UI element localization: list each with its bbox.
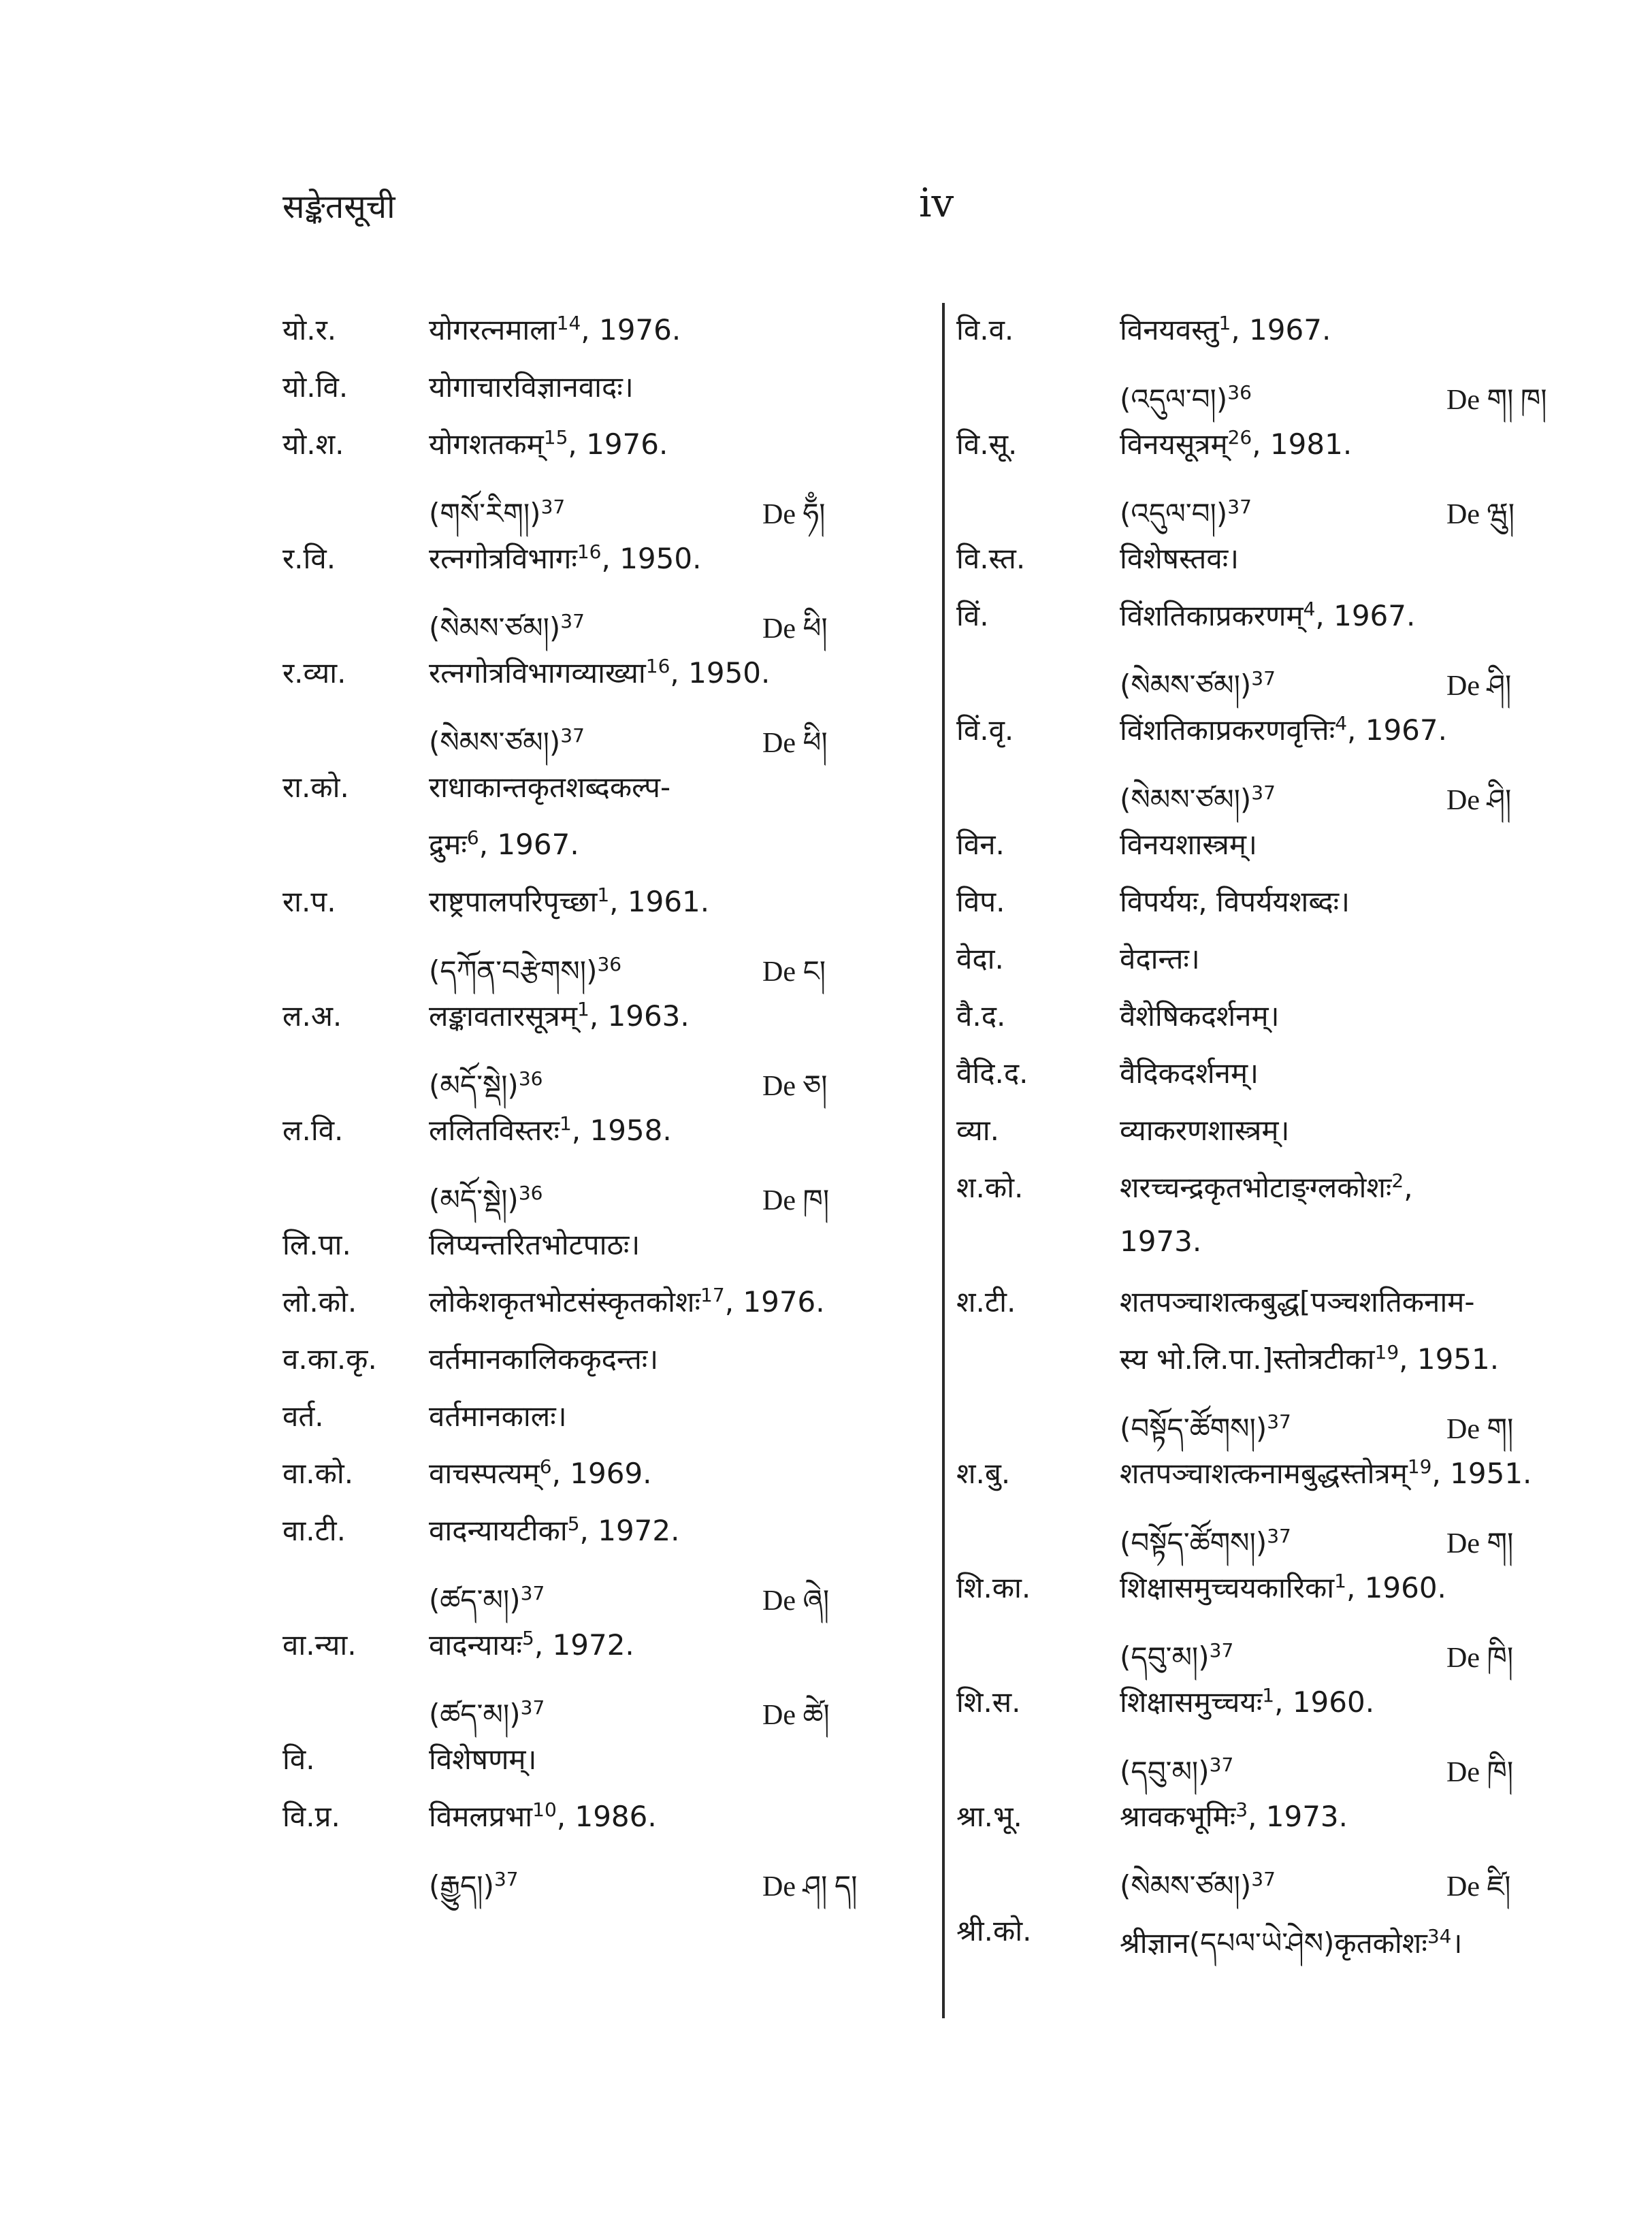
footnote-ref: 19 [1374,1341,1399,1363]
expansion [1120,939,1200,977]
footnote-ref: 37 [540,496,566,518]
footnote-ref: 4 [1303,598,1316,620]
edition-year: , 1967. [1231,313,1331,346]
tibetan-text: (སེམས་ཙམ།) [1120,668,1252,702]
tibetan-text: (འདུལ་བ།) [1120,383,1228,416]
abbreviation-entry [956,1110,1603,1167]
expansion-continued [1120,1339,1499,1378]
footnote-ref: 5 [522,1627,534,1649]
expansion [1120,596,1415,634]
footnote-ref: 3 [1235,1798,1248,1821]
abbreviation: विन. [956,828,1005,861]
abbreviation: वर्त. [282,1400,324,1433]
column-divider [942,303,945,2018]
tibetan-source-row [282,1167,895,1225]
abbreviation: लो.को. [282,1285,357,1319]
derge-reference: De ཤ། ད། [762,1871,858,1903]
term-text: विंशतिकाप्रकरणवृत्तिः [1120,713,1335,747]
abbreviation-entry [282,1739,895,1796]
edition-year: , 1960. [1346,1571,1446,1604]
footnote-ref: 37 [1267,1525,1291,1547]
footnote-ref: 1 [577,998,589,1020]
edition-year: , 1967. [1315,599,1416,632]
abbreviation-entry [956,1568,1603,1625]
edition-year: , 1969. [551,1457,652,1490]
derge-reference: De ཛི། [1446,1871,1511,1903]
tibetan-source-row [282,939,895,996]
expansion [429,767,670,806]
abbreviation: श.को. [956,1171,1024,1204]
term-text: शतपञ्चाशत्कबुद्ध[पञ्चशतिकनाम- [1120,1285,1475,1319]
abbreviation: रा.को. [282,771,349,804]
footnote-ref: 26 [1227,426,1252,449]
abbreviation-entry [282,1625,895,1682]
term-text: विशेषणम्। [429,1743,537,1776]
edition-year: , 1963. [589,999,690,1033]
footnote-ref: 36 [1227,381,1252,404]
edition-year: , 1951. [1399,1342,1500,1376]
abbreviation-entry [282,882,895,939]
footnote-ref: 37 [493,1868,519,1890]
expansion [1120,824,1257,863]
expansion [429,1625,634,1664]
tibetan-source-row [956,1739,1603,1796]
abbreviation: वा.न्या. [282,1628,357,1662]
derge-reference: De ང། [762,956,826,988]
derge-reference: De ཚེ། [762,1700,830,1731]
tibetan-source-row [956,1854,1603,1911]
tibetan-source-row [282,1568,895,1625]
tibetan-text: (མདོ་སྡེ།) [429,1183,519,1216]
derge-reference: De ཁ། [762,1185,830,1216]
expansion [1120,1911,1462,1992]
footnote-ref: 37 [1209,1753,1234,1776]
term-text: विशेषस्तवः। [1120,542,1240,575]
derge-reference: De ཞེ། [762,1585,830,1617]
expansion [1120,1568,1446,1606]
footnote-ref: 37 [1267,1410,1291,1433]
footnote-ref: 37 [520,1582,545,1604]
tibetan-source-row [282,596,895,653]
term-text: वेदान्तः। [1120,942,1200,975]
abbreviation: वेदा. [956,942,1004,975]
expansion [1120,538,1239,577]
derge-reference: De ག། [1446,1414,1514,1445]
term-text: श्रीज्ञान(དཔལ་ཡེ་ཤེས)कृतकोशः [1120,1926,1427,1960]
expansion [429,367,634,406]
abbreviation: वैदि.द. [956,1056,1029,1090]
abbreviation-entry [956,824,1603,882]
expansion [1120,1167,1413,1206]
abbreviation-entry [282,1453,895,1510]
footnote-ref: 4 [1335,712,1348,734]
abbreviation: वि. [282,1743,315,1776]
footnote-ref: 37 [1251,781,1276,804]
expansion [1120,424,1352,463]
expansion [429,1796,657,1835]
edition-year: , 1951. [1431,1457,1532,1490]
tibetan-source-row [956,367,1603,424]
expansion [429,996,690,1035]
abbreviation: श्री.को. [956,1914,1032,1947]
expansion [429,1110,672,1149]
abbreviation-entry [956,1682,1603,1739]
term-text: द्रुमः [429,828,467,861]
term-text: वादन्यायटीका [429,1514,568,1547]
abbreviation: व्या. [956,1114,999,1147]
tibetan-text: (སེམས་ཙམ།) [429,726,561,759]
tibetan-source-row [956,767,1603,824]
expansion [429,1739,536,1778]
footnote-ref: 37 [1251,1868,1276,1890]
edition-year: , 1950. [601,542,702,575]
expansion-continued [1120,1225,1201,1258]
abbreviation: शि.का. [956,1571,1031,1604]
footnote-ref: 36 [597,953,622,975]
footnote-ref: 14 [556,312,581,334]
footnote-ref: 10 [532,1798,557,1821]
abbreviation: यो.वि. [282,370,349,404]
edition-year: , 1972. [534,1628,634,1662]
edition-year: , 1967. [1347,713,1447,747]
abbreviation: श्रा.भू. [956,1800,1022,1833]
abbreviation-entry [956,1167,1603,1225]
term-text: योगशतकम् [429,427,544,461]
expansion [429,310,681,349]
term-text: 1973. [1120,1225,1202,1258]
right-column [956,310,1603,1968]
abbreviation: वि.सू. [956,427,1018,461]
tibetan-source-row [956,1396,1603,1453]
abbreviation-entry [956,1911,1603,1968]
footnote-ref: 1 [1218,312,1231,334]
abbreviation: लि.पा. [282,1228,351,1261]
abbreviation-entry [956,310,1603,367]
tibetan-text: (ཚད་མ།) [429,1583,521,1617]
abbreviation: विं.वृ. [956,713,1014,747]
tibetan-source-row [956,1625,1603,1682]
abbreviation-entry [282,653,895,710]
edition-year: , 1950. [670,656,771,690]
expansion [1120,1682,1374,1721]
expansion [429,1282,825,1321]
expansion [429,653,770,692]
expansion [429,882,709,920]
term-text: वाचस्पत्यम् [429,1457,540,1490]
tibetan-source-row [956,1510,1603,1568]
footnote-ref: 16 [577,540,602,563]
term-text: विंशतिकाप्रकरणम् [1120,599,1303,632]
footnote-ref: 37 [1227,496,1252,518]
expansion-continued [429,824,579,863]
edition-year: , 1976. [724,1285,825,1319]
abbreviation-entry [282,767,895,824]
expansion [1120,1282,1475,1321]
abbreviation-entry [956,1053,1603,1110]
page-number: iv [919,180,954,226]
footnote-ref: 1 [1334,1570,1346,1592]
term-text: रत्नगोत्रविभागव्याख्या [429,656,646,690]
abbreviation: यो.र. [282,313,337,346]
abbreviation-entry [956,596,1603,653]
abbreviation-entry [956,939,1603,996]
term-text: विनयवस्तु [1120,313,1219,346]
tibetan-text: (རྒྱུད།) [429,1869,494,1903]
edition-year: , 1976. [568,427,668,461]
abbreviation: र.वि. [282,542,336,575]
abbreviation-entry [956,710,1603,767]
abbreviation: ल.अ. [282,999,342,1033]
derge-reference: De ཕི། [762,613,828,645]
term-text: लङ्कावतारसूत्रम् [429,999,577,1033]
term-text: लोकेशकृतभोटसंस्कृतकोशः [429,1285,701,1319]
term-text: विनयशास्त्रम्। [1120,828,1257,861]
footnote-ref: 6 [539,1455,552,1478]
expansion [1120,710,1447,749]
abbreviation: विप. [956,885,1005,918]
derge-reference: De ཤི། [1446,670,1512,702]
term-text: वैदिकदर्शनम्। [1120,1056,1259,1090]
abbreviation: वि.स्त. [956,542,1026,575]
abbreviation: शि.स. [956,1685,1021,1719]
edition-year: , 1973. [1248,1800,1348,1833]
edition-year: । [1451,1926,1463,1960]
tibetan-text: (དབུ་མ།) [1120,1755,1210,1788]
abbreviation: श.टी. [956,1285,1016,1319]
abbreviation-entry [956,1453,1603,1510]
footnote-ref: 37 [560,724,585,747]
derge-reference: De ཧྃ། [762,499,826,530]
continuation-row [956,1225,1603,1282]
abbreviation-entry [956,538,1603,596]
abbreviation-entry [956,1282,1603,1339]
footnote-ref: 37 [560,610,585,632]
edition-year: , [1404,1171,1413,1204]
footnote-ref: 37 [1251,667,1276,690]
edition-year: , 1961. [609,885,710,918]
footnote-ref: 2 [1391,1169,1404,1192]
expansion [429,538,701,577]
abbreviation-entry [282,367,895,424]
derge-reference: De ཁི། [1446,1757,1514,1788]
tibetan-source-row [956,653,1603,710]
term-text: वर्तमानकालः। [429,1400,567,1433]
abbreviation-entry [282,1510,895,1568]
abbreviation: रा.प. [282,885,336,918]
derge-reference: De ག། ཁ། [1446,385,1547,416]
tibetan-text: (སེམས་ཙམ།) [429,611,561,645]
abbreviation: व.का.कृ. [282,1342,377,1376]
expansion [429,1510,679,1549]
abbreviation-entry [282,538,895,596]
edition-year: , 1976. [581,313,681,346]
abbreviation: वि.प्र. [282,1800,340,1833]
tibetan-text: (དཀོན་བརྩེགས།) [429,954,598,988]
footnote-ref: 1 [597,884,610,906]
term-text: वैशेषिकदर्शनम्। [1120,999,1280,1033]
abbreviation-entry [956,424,1603,481]
term-text: विपर्ययः, विपर्ययशब्दः। [1120,885,1350,918]
edition-year: , 1958. [571,1114,672,1147]
term-text: शरच्चन्द्रकृतभोटाङ्ग्लकोशः [1120,1171,1392,1204]
term-text: वर्तमानकालिककृदन्तः। [429,1342,659,1376]
tibetan-text: (ཚད་མ།) [429,1698,521,1731]
abbreviation-entry [956,996,1603,1053]
footnote-ref: 1 [1262,1684,1275,1707]
page-header [282,180,1576,238]
tibetan-text: (སེམས་ཙམ།) [1120,1869,1252,1903]
term-text: राष्ट्रपालपरिपृच्छा [429,885,598,918]
expansion [1120,1453,1532,1492]
footnote-ref: 16 [645,655,670,677]
edition-year: , 1972. [579,1514,680,1547]
derge-reference: De ཁི། [1446,1643,1514,1674]
abbreviation-entry [282,1396,895,1453]
footnote-ref: 1 [559,1112,572,1135]
tibetan-source-row [282,710,895,767]
footnote-ref: 37 [1209,1639,1234,1662]
expansion [1120,1053,1259,1092]
abbreviation: वै.द. [956,999,1006,1033]
expansion [1120,882,1350,920]
footnote-ref: 6 [466,826,479,849]
edition-year: , 1967. [479,828,579,861]
term-text: ललितविस्तरः [429,1114,560,1147]
expansion [429,424,668,463]
abbreviation: र.व्या. [282,656,346,690]
tibetan-source-row [282,481,895,538]
abbreviation-entry [282,310,895,367]
footnote-ref: 37 [520,1696,545,1719]
tibetan-source-row [956,481,1603,538]
term-text: लिप्यन्तरितभोटपाठः। [429,1228,641,1261]
continuation-row [956,1339,1603,1396]
term-text: शिक्षासमुच्चयकारिका [1120,1571,1335,1604]
footnote-ref: 34 [1427,1925,1452,1947]
edition-year: , 1981. [1252,427,1353,461]
footnote-ref: 36 [518,1067,543,1090]
abbreviation: यो.श. [282,427,344,461]
derge-reference: De ཤི། [1446,785,1512,816]
term-text: स्य भो.लि.पा.]स्तोत्रटीका [1120,1342,1375,1376]
derge-reference: De ཝུ། [1446,499,1515,530]
term-text: विमलप्रभा [429,1800,533,1833]
derge-reference: De ཕི། [762,728,828,759]
footnote-ref: 5 [567,1513,580,1535]
abbreviation: श.बु. [956,1457,1011,1490]
term-text: विनयसूत्रम् [1120,427,1228,461]
footnote-ref: 17 [700,1284,725,1306]
tibetan-text: (འདུལ་བ།) [1120,497,1228,530]
derge-reference: De ཅ། [762,1071,828,1102]
tibetan-text: (བསྟོད་ཚོགས།) [1120,1412,1267,1445]
abbreviation: वा.को. [282,1457,354,1490]
edition-year: , 1986. [556,1800,657,1833]
expansion [429,1453,652,1492]
tibetan-source-row [282,1854,895,1911]
left-column [282,310,895,1911]
footnote-ref: 15 [543,426,568,449]
tibetan-text: (བསྟོད་ཚོགས།) [1120,1526,1267,1559]
expansion [1120,310,1331,349]
footnote-ref: 19 [1407,1455,1432,1478]
expansion [1120,1796,1348,1835]
term-text: राधाकान्तकृतशब्दकल्प- [429,771,671,804]
abbreviation-entry [282,1282,895,1339]
abbreviation-entry [282,1225,895,1282]
abbreviation: वा.टी. [282,1514,346,1547]
term-text: श्रावकभूमिः [1120,1800,1236,1833]
abbreviation-entry [282,1796,895,1854]
term-text: शिक्षासमुच्चयः [1120,1685,1263,1719]
abbreviation-entry [956,1796,1603,1854]
continuation-row [282,824,895,882]
derge-reference: De ག། [1446,1528,1514,1559]
term-text: शतपञ्चाशत्कनामबुद्धस्तोत्रम् [1120,1457,1408,1490]
term-text: योगरत्नमाला [429,313,557,346]
abbreviation-entry [956,882,1603,939]
abbreviation-entry [282,424,895,481]
expansion [1120,1110,1289,1149]
tibetan-text: (མདོ་སྡེ།) [429,1069,519,1102]
footnote-ref: 36 [518,1182,543,1204]
term-text: वादन्यायः [429,1628,523,1662]
tibetan-section [429,1854,519,1935]
expansion [429,1396,567,1435]
expansion [429,1225,640,1263]
abbreviation: वि.व. [956,313,1014,346]
expansion [429,1339,658,1378]
abbreviation-entry [282,1110,895,1167]
term-text: व्याकरणशास्त्रम्। [1120,1114,1290,1147]
abbreviation-entry [282,1339,895,1396]
abbreviation: विं. [956,599,989,632]
term-text: रत्नगोत्रविभागः [429,542,577,575]
abbreviation-entry [282,996,895,1053]
term-text: योगाचारविज्ञानवादः। [429,370,634,404]
tibetan-text: (དབུ་མ།) [1120,1640,1210,1674]
tibetan-source-row [282,1053,895,1110]
edition-year: , 1960. [1274,1685,1375,1719]
tibetan-text: (གསོ་རིག།) [429,497,541,530]
tibetan-text: (སེམས་ཙམ།) [1120,783,1252,816]
expansion [1120,996,1280,1035]
running-head: सङ्केतसूची [282,188,395,226]
tibetan-source-row [282,1682,895,1739]
abbreviation: ल.वि. [282,1114,344,1147]
